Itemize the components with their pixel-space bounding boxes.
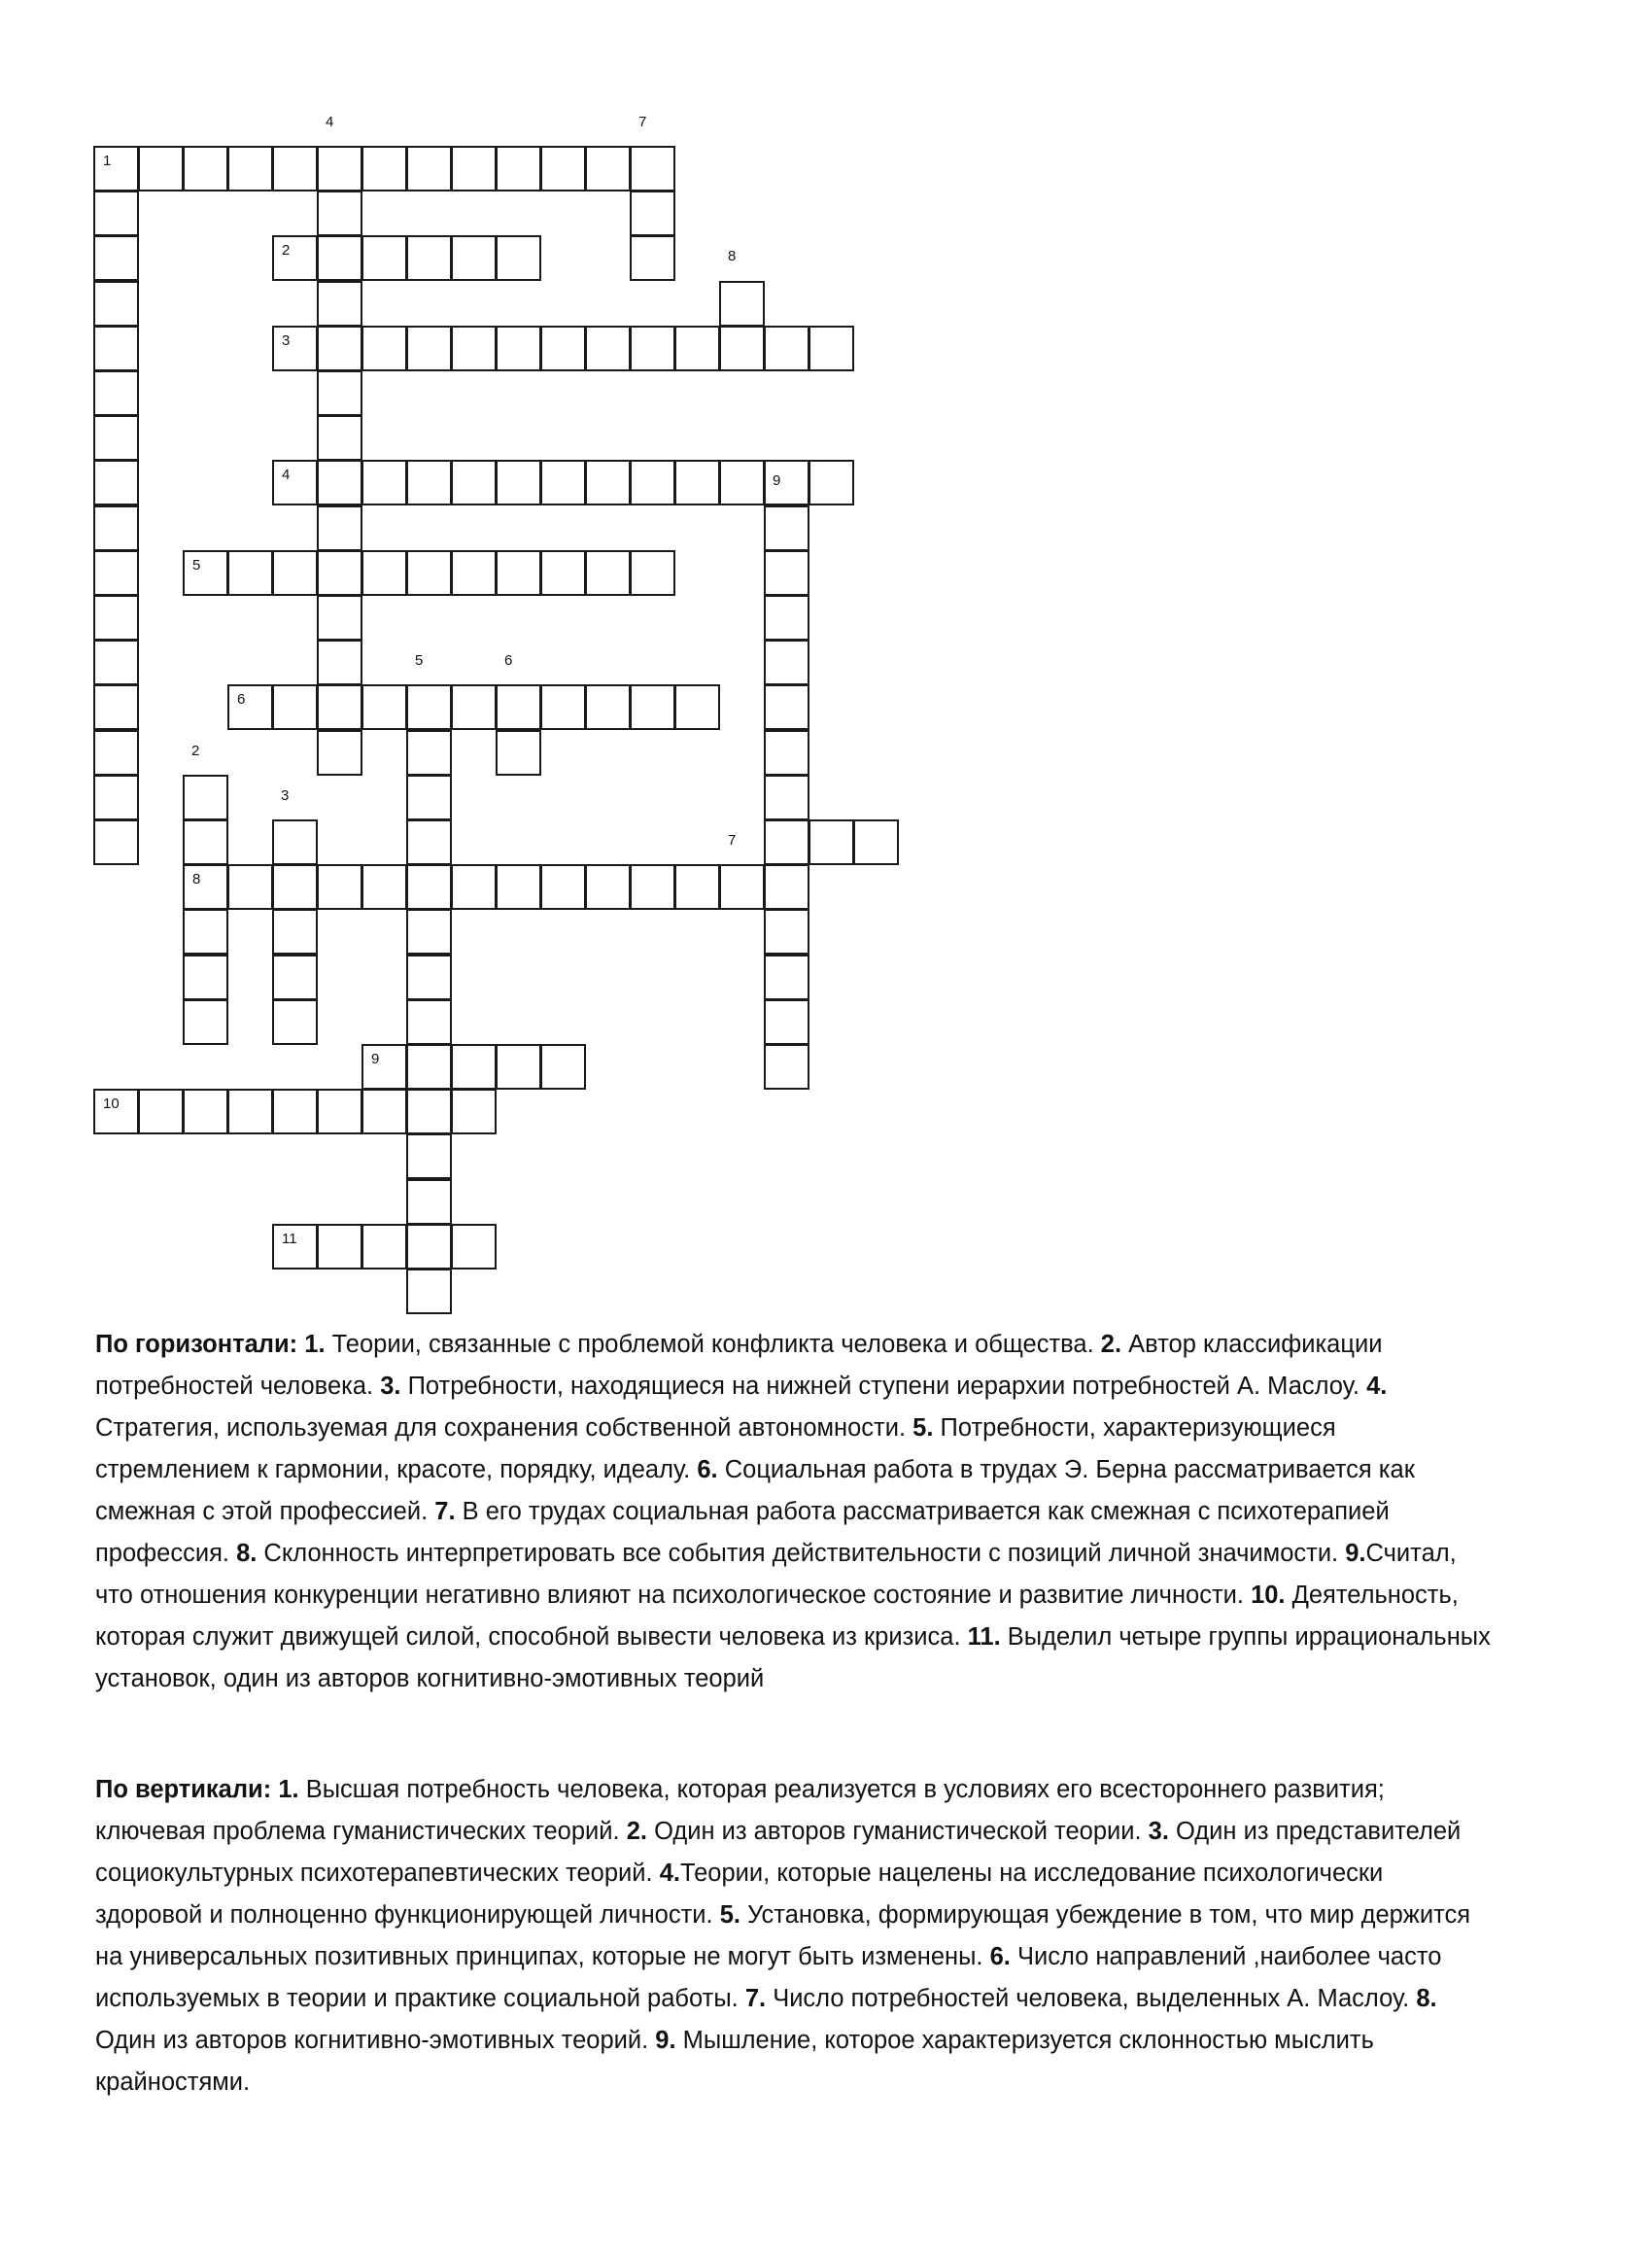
crossword-cell[interactable]	[361, 1224, 407, 1270]
clue-text: Один из авторов когнитивно-эмотивных теорий.	[95, 2027, 656, 2054]
crossword-cell[interactable]	[674, 684, 720, 730]
crossword-cell[interactable]	[138, 146, 184, 191]
clue-number-label: 4	[326, 113, 334, 130]
crossword-cell[interactable]	[585, 684, 631, 730]
crossword-cell[interactable]	[93, 775, 139, 820]
crossword-cell[interactable]	[272, 1089, 318, 1134]
clue-number: 3.	[380, 1373, 401, 1400]
clue-number: 3.	[1148, 1818, 1169, 1845]
crossword-cell[interactable]	[406, 146, 452, 191]
crossword-cell[interactable]	[272, 909, 318, 955]
crossword-cell[interactable]	[406, 775, 452, 820]
crossword-cell[interactable]	[674, 864, 720, 910]
clue-text: Высшая потребность человека, которая реализуется в условиях его всестороннего развития; ключевая проблема гуманистических теорий.	[95, 1776, 1385, 1845]
crossword-cell[interactable]	[451, 684, 497, 730]
crossword-cell[interactable]	[272, 819, 318, 865]
crossword-cell[interactable]	[272, 1224, 318, 1270]
crossword-cell[interactable]	[719, 326, 765, 371]
clue-number: 5.	[719, 1901, 740, 1929]
crossword-cell[interactable]	[853, 819, 899, 865]
crossword-cell[interactable]	[540, 864, 586, 910]
crossword-cell[interactable]	[496, 550, 541, 596]
crossword-cell[interactable]	[227, 1089, 273, 1134]
crossword-cell[interactable]	[630, 864, 675, 910]
clue-number: 2.	[626, 1818, 647, 1845]
clue-text: Социальная работа в трудах Э. Берна рассматривается как смежная с этой профессией.	[95, 1456, 1415, 1525]
clue-number: 7.	[434, 1498, 456, 1525]
cell-number: 8	[192, 871, 201, 888]
cell-number: 5	[192, 556, 201, 574]
crossword-cell[interactable]	[93, 684, 139, 730]
clue-text: Потребности, характеризующиеся стремлением к гармонии, красоте, порядку, идеалу.	[95, 1414, 1336, 1483]
clues-down-text	[95, 1769, 1495, 2104]
crossword-cell[interactable]	[227, 146, 273, 191]
crossword-cell[interactable]	[496, 864, 541, 910]
clue-text: Склонность интерпретировать все события действительности с позиций личной значимости.	[257, 1540, 1346, 1567]
clue-item	[380, 1373, 1366, 1400]
clue-number: 5.	[912, 1414, 934, 1442]
crossword-cell[interactable]	[227, 684, 273, 730]
crossword-cell[interactable]	[406, 819, 452, 865]
crossword-cell[interactable]	[138, 1089, 184, 1134]
crossword-cell[interactable]	[272, 460, 318, 505]
crossword-cell[interactable]	[540, 1044, 586, 1090]
crossword-cell[interactable]	[540, 684, 586, 730]
crossword-cell[interactable]	[93, 1089, 139, 1134]
crossword-cell[interactable]	[183, 909, 228, 955]
crossword-cell[interactable]	[451, 550, 497, 596]
crossword-cell[interactable]	[93, 505, 139, 551]
crossword-cell[interactable]	[674, 326, 720, 371]
clue-number: 4.	[1366, 1373, 1388, 1400]
clue-item	[745, 1985, 1417, 2012]
crossword-cell[interactable]	[317, 550, 362, 596]
crossword-cell[interactable]	[317, 460, 362, 505]
crossword-cell[interactable]	[764, 595, 809, 641]
crossword-cell[interactable]	[719, 281, 765, 327]
clue-number-label: 5	[415, 652, 424, 670]
crossword-cell[interactable]	[764, 864, 809, 910]
crossword-cell[interactable]	[317, 415, 362, 461]
crossword-cell[interactable]	[183, 999, 228, 1045]
crossword-cell[interactable]	[406, 235, 452, 281]
cell-number: 2	[282, 242, 291, 260]
crossword-cell[interactable]	[93, 235, 139, 281]
crossword-cell[interactable]	[764, 955, 809, 1000]
crossword-cell[interactable]	[317, 595, 362, 641]
clue-number: 9.	[655, 2027, 676, 2054]
crossword-cell[interactable]	[361, 550, 407, 596]
crossword-cell[interactable]	[272, 550, 318, 596]
clue-number-label: 2	[191, 742, 200, 759]
crossword-cell[interactable]	[317, 191, 362, 236]
clues-across-heading: По горизонтали:	[95, 1331, 298, 1358]
clues-down-items	[95, 1776, 1470, 2096]
clue-text: Стратегия, используемая для сохранения собственной автономности.	[95, 1414, 913, 1442]
crossword-cell[interactable]	[361, 460, 407, 505]
clues-down-heading: По вертикали:	[95, 1776, 272, 1803]
cell-number: 10	[103, 1096, 120, 1113]
crossword-cell[interactable]	[496, 146, 541, 191]
clues-across	[95, 1324, 1495, 1700]
clue-text: Теории, которые нацелены на исследование психологически здоровой и полноценно функционирующей личности.	[95, 1860, 1384, 1929]
crossword-cell[interactable]	[764, 1044, 809, 1090]
crossword-cell[interactable]	[630, 146, 675, 191]
crossword-cell[interactable]	[93, 281, 139, 327]
clue-text: Считал, что отношения конкуренции негативно влияют на психологическое состояние и развитие личности.	[95, 1540, 1457, 1609]
crossword-cell[interactable]	[496, 730, 541, 776]
crossword-cell[interactable]	[630, 684, 675, 730]
crossword-cell[interactable]	[317, 1089, 362, 1134]
crossword-cell[interactable]	[406, 999, 452, 1045]
crossword-cell[interactable]	[451, 235, 497, 281]
crossword-cell[interactable]	[406, 326, 452, 371]
crossword-cell[interactable]	[93, 326, 139, 371]
crossword-cell[interactable]	[406, 730, 452, 776]
clue-text: Один из представителей социокультурных психотерапевтических теорий.	[95, 1818, 1462, 1887]
clue-number: 11.	[967, 1623, 1001, 1651]
crossword-cell[interactable]	[361, 1044, 407, 1090]
crossword-cell[interactable]	[317, 326, 362, 371]
crossword-cell[interactable]	[764, 640, 809, 685]
clues-across-text	[95, 1324, 1495, 1700]
clue-number: 1.	[304, 1331, 326, 1358]
crossword-cell[interactable]	[764, 909, 809, 955]
crossword-cell[interactable]	[764, 684, 809, 730]
clue-text: Выделил четыре группы иррациональных установок, один из авторов когнитивно-эмотивных теорий	[95, 1623, 1491, 1692]
crossword-cell[interactable]	[406, 1089, 452, 1134]
crossword-cell[interactable]	[406, 684, 452, 730]
crossword-cell[interactable]	[272, 326, 318, 371]
clue-number: 7.	[744, 1985, 767, 2012]
clue-item	[304, 1331, 1101, 1358]
crossword-cell[interactable]	[585, 460, 631, 505]
crossword-cell[interactable]	[406, 909, 452, 955]
crossword-cell[interactable]	[317, 730, 362, 776]
clue-number-label: 7	[638, 113, 647, 130]
clue-text: Установка, формирующая убеждение в том, что мир держится на универсальных позитивных принципах, которые не могут быть изменены.	[95, 1901, 1471, 1970]
crossword-cell[interactable]	[93, 550, 139, 596]
clue-text: Мышление, которое характеризуется склонностью мыслить крайностями.	[95, 2027, 1374, 2096]
clue-number-label: 9	[773, 472, 781, 490]
crossword-cell[interactable]	[630, 550, 675, 596]
clue-text: В его трудах социальная работа рассматривается как смежная с психотерапией профессия.	[95, 1498, 1390, 1567]
crossword-cell[interactable]	[809, 326, 854, 371]
crossword-cell[interactable]	[317, 1224, 362, 1270]
crossword-cell[interactable]	[183, 864, 228, 910]
crossword-cell[interactable]	[361, 684, 407, 730]
crossword-cell[interactable]	[540, 460, 586, 505]
crossword-cell[interactable]	[496, 1044, 541, 1090]
crossword-cell[interactable]	[183, 955, 228, 1000]
crossword-cell[interactable]	[809, 819, 854, 865]
crossword-cell[interactable]	[317, 281, 362, 327]
clue-number-label: 6	[504, 652, 513, 670]
crossword-cell[interactable]	[674, 460, 720, 505]
crossword-cell[interactable]	[406, 1179, 452, 1225]
crossword-cell[interactable]	[540, 146, 586, 191]
crossword-cell[interactable]	[630, 460, 675, 505]
crossword-cell[interactable]	[585, 146, 631, 191]
crossword-cell[interactable]	[451, 146, 497, 191]
crossword-cell[interactable]	[764, 326, 809, 371]
crossword-cell[interactable]	[317, 684, 362, 730]
crossword-cell[interactable]	[93, 191, 139, 236]
crossword-cell[interactable]	[93, 415, 139, 461]
crossword-cell[interactable]	[317, 640, 362, 685]
crossword-cell[interactable]	[719, 864, 765, 910]
cell-number: 9	[371, 1051, 380, 1067]
crossword-cell[interactable]	[764, 775, 809, 820]
cell-number: 3	[282, 331, 291, 349]
crossword-cell[interactable]	[361, 146, 407, 191]
crossword-cell[interactable]	[496, 326, 541, 371]
crossword-cell[interactable]	[183, 550, 228, 596]
crossword-cell[interactable]	[317, 864, 362, 910]
clues-down	[95, 1769, 1495, 2104]
crossword-cell[interactable]	[183, 1089, 228, 1134]
crossword-cell[interactable]	[496, 235, 541, 281]
crossword-cell[interactable]	[272, 235, 318, 281]
crossword-cell[interactable]	[451, 460, 497, 505]
crossword-cell[interactable]	[361, 1089, 407, 1134]
crossword-cell[interactable]	[227, 864, 273, 910]
crossword-cell[interactable]	[585, 550, 631, 596]
clue-item	[627, 1818, 1149, 1845]
crossword-cell[interactable]	[406, 1224, 452, 1270]
crossword-cell[interactable]	[585, 864, 631, 910]
crossword-cell[interactable]	[406, 955, 452, 1000]
crossword-cell[interactable]	[272, 999, 318, 1045]
crossword-cell[interactable]	[451, 1044, 497, 1090]
crossword-cell[interactable]	[451, 1224, 497, 1270]
cell-number: 6	[237, 691, 246, 709]
crossword-cell[interactable]	[719, 460, 765, 505]
clue-number-label: 8	[728, 248, 737, 265]
crossword-cell[interactable]	[93, 460, 139, 505]
crossword-cell[interactable]	[93, 730, 139, 776]
crossword-cell[interactable]	[406, 1133, 452, 1179]
crossword-cell[interactable]	[183, 819, 228, 865]
clue-number: 8.	[236, 1540, 258, 1567]
crossword-cell[interactable]	[451, 326, 497, 371]
crossword-cell[interactable]	[317, 146, 362, 191]
clue-text: Потребности, находящиеся на нижней ступени иерархии потребностей А. Маслоу.	[400, 1373, 1367, 1400]
crossword-cell[interactable]	[93, 819, 139, 865]
crossword-cell[interactable]	[764, 460, 809, 505]
clue-item	[236, 1540, 1345, 1567]
crossword-cell[interactable]	[630, 191, 675, 236]
crossword-cell[interactable]	[272, 864, 318, 910]
crossword-cell[interactable]	[406, 1269, 452, 1314]
crossword-cell[interactable]	[183, 146, 228, 191]
crossword-cell[interactable]	[93, 146, 139, 191]
crossword-cell[interactable]	[183, 775, 228, 820]
crossword-cell[interactable]	[406, 864, 452, 910]
clues-across-items	[95, 1331, 1491, 1692]
clue-text: Число направлений ,наиболее часто используемых в теории и практике социальной работы.	[95, 1943, 1442, 2012]
crossword-cell[interactable]	[540, 550, 586, 596]
crossword-cell[interactable]	[451, 1089, 497, 1134]
clue-number-label: 3	[281, 786, 290, 804]
crossword-cell[interactable]	[361, 864, 407, 910]
crossword-cell[interactable]	[272, 146, 318, 191]
cell-number: 4	[282, 467, 291, 484]
clue-number: 6.	[697, 1456, 718, 1483]
crossword-cell[interactable]	[406, 1044, 452, 1090]
crossword-cell[interactable]	[406, 460, 452, 505]
clue-number-label: 7	[728, 832, 737, 849]
crossword-cell[interactable]	[93, 370, 139, 416]
crossword-cell[interactable]	[272, 955, 318, 1000]
cell-number: 11	[282, 1230, 297, 1247]
crossword-cell[interactable]	[451, 864, 497, 910]
clue-text: Число потребностей человека, выделенных А. Маслоу.	[766, 1985, 1417, 2012]
crossword-cell[interactable]	[272, 684, 318, 730]
crossword-cell[interactable]	[93, 640, 139, 685]
clue-text: Теории, связанные с проблемой конфликта человека и общества.	[325, 1331, 1101, 1358]
crossword-cell[interactable]	[496, 460, 541, 505]
crossword-cell[interactable]	[317, 370, 362, 416]
crossword-cell[interactable]	[630, 326, 675, 371]
clue-number: 6.	[989, 1943, 1011, 1970]
crossword-cell[interactable]	[93, 595, 139, 641]
clue-number: 2.	[1100, 1331, 1122, 1358]
clue-number: 9.	[1345, 1540, 1366, 1567]
crossword-cell[interactable]	[585, 326, 631, 371]
clue-text: Автор классификации потребностей человека.	[95, 1331, 1383, 1400]
crossword-cell[interactable]	[406, 550, 452, 596]
crossword-cell[interactable]	[764, 550, 809, 596]
crossword-cell[interactable]	[630, 235, 675, 281]
crossword-cell[interactable]	[809, 460, 854, 505]
clue-number: 4.	[659, 1860, 680, 1887]
clue-number: 10.	[1251, 1582, 1286, 1609]
clue-text: Деятельность, которая служит движущей силой, способной вывести человека из кризиса.	[95, 1582, 1459, 1651]
crossword-cell[interactable]	[764, 819, 809, 865]
clue-number: 1.	[278, 1776, 299, 1803]
cell-number: 1	[103, 153, 112, 169]
crossword-cell[interactable]	[764, 505, 809, 551]
crossword-cell[interactable]	[764, 730, 809, 776]
crossword-cell[interactable]	[361, 326, 407, 371]
clue-number: 8.	[1416, 1985, 1437, 2012]
clue-text: Один из авторов гуманистической теории.	[647, 1818, 1149, 1845]
crossword-cell[interactable]	[496, 684, 541, 730]
crossword-cell[interactable]	[361, 235, 407, 281]
crossword-cell[interactable]	[540, 326, 586, 371]
crossword-cell[interactable]	[764, 999, 809, 1045]
crossword-cell[interactable]	[317, 235, 362, 281]
crossword-cell[interactable]	[317, 505, 362, 551]
crossword-cell[interactable]	[227, 550, 273, 596]
